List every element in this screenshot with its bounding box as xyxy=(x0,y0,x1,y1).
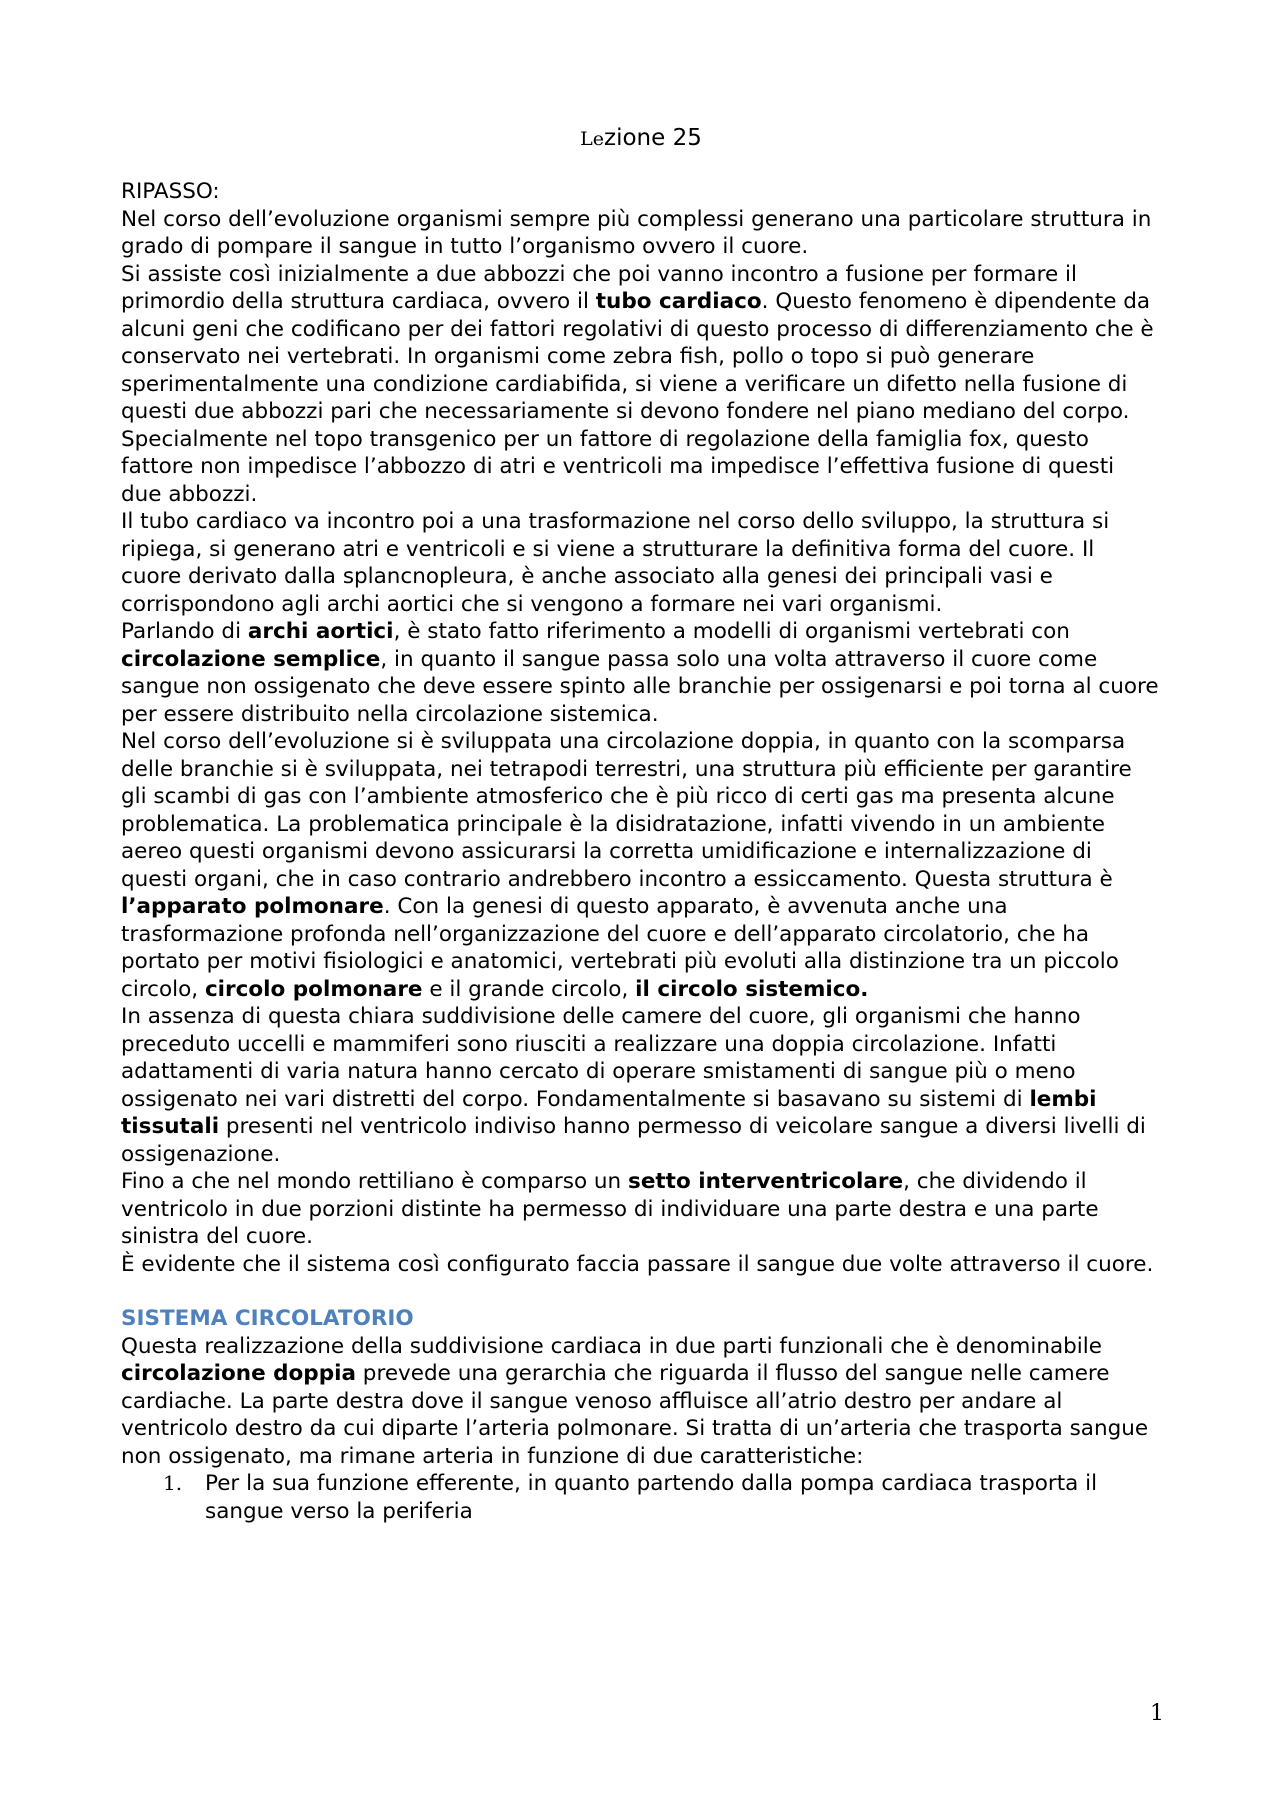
paragraph xyxy=(121,261,1161,509)
bold-term: lembi tissutali xyxy=(121,1086,1097,1139)
paragraph xyxy=(121,1333,1161,1471)
text-run: In assenza di questa chiara suddivisione delle camere del cuore, gli organismi che hanno preceduto uccelli e mammiferi sono riusciti a realizzare una doppia circolazione. Infatti adattamenti di varia natura hanno cercato di operare smistamenti di sangue più o meno ossigenato nei vari distretti del corpo. Fondamentalmente si basavano su sistemi di xyxy=(121,1004,1081,1112)
paragraph xyxy=(121,728,1161,1003)
text-run: Nel corso dell’evoluzione si è sviluppata una circolazione doppia, in quanto con la scomparsa delle branchie si è sviluppata, nei tetrapodi terrestri, una struttura più efficiente per garantire gli scambi di gas con l’ambiente atmosferico che è più ricco di certi gas ma presenta alcune problematica. La problematica principale è la disidratazione, infatti vivendo in un ambiente aereo questi organismi devono assicurarsi la corretta umidificazione e internalizzazione di questi organi, che in caso contrario andrebbero incontro a essiccamento. Questa struttura è xyxy=(121,729,1132,892)
bold-term: archi aortici xyxy=(247,619,394,644)
section-heading: SISTEMA CIRCOLATORIO xyxy=(121,1306,414,1331)
document-body xyxy=(121,178,1161,1525)
text-run: Fino a che nel mondo rettiliano è comparso un xyxy=(121,1169,629,1194)
title-rest: zione 25 xyxy=(604,125,702,151)
text-run: , che dividendo il ventricolo in due porzioni distinte ha permesso di individuare una parte destra e una parte sinistra del cuore. xyxy=(121,1169,1099,1249)
paragraph xyxy=(121,1003,1161,1168)
text-run: prevede una gerarchia che riguarda il flusso del sangue nelle camere cardiache. La parte destra dove il sangue venoso affluisce all’atrio destro per andare al ventricolo destro da cui diparte l’arteria polmonare. Si tratta di un’arteria che trasporta sangue non ossigenato, ma rimane arteria in funzione di due caratteristiche: xyxy=(121,1361,1149,1469)
text-run: presenti nel ventricolo indiviso hanno permesso di veicolare sangue a diversi livelli di ossigenazione. xyxy=(121,1114,1146,1167)
bold-term: setto interventricolare xyxy=(628,1169,904,1194)
bold-term: circolazione semplice xyxy=(121,646,381,672)
bold-term: tubo cardiaco xyxy=(595,289,762,314)
list-number: 1. xyxy=(163,1471,183,1495)
text-run: e il grande circolo, xyxy=(422,976,636,1002)
title-prefix: Le xyxy=(580,128,605,150)
text-run: , in quanto il sangue passa solo una volta attraverso il cuore come sangue non ossigenato che deve essere spinto alle branchie per ossigenarsi e poi torna al cuore per essere distribuito nella circolazione sistemica. xyxy=(121,646,1159,727)
paragraph: È evidente che il sistema così configurato faccia passare il sangue due volte attraverso il cuore. xyxy=(121,1251,1154,1277)
text-run: Parlando di xyxy=(121,619,248,644)
paragraph: Nel corso dell’evoluzione organismi sempre più complessi generano una particolare struttura in grado di pompare il sangue in tutto l’organismo ovvero il cuore. xyxy=(121,206,1152,259)
bold-term: il circolo sistemico. xyxy=(635,976,869,1002)
text-run: . Con la genesi di questo apparato, è avvenuta anche una trasformazione profonda nell’organizzazione del cuore e dell’apparato circolatorio, che ha portato per motivi fisiologici e anatomici, vertebrati più evoluti alla distinzione tra un piccolo circolo, xyxy=(121,894,1119,1002)
paragraph xyxy=(121,1168,1161,1251)
page-number: 1 xyxy=(1150,1701,1164,1726)
text-run: Si assiste così inizialmente a due abbozzi che poi vanno incontro a fusione per formare il primordio della struttura cardiaca, ovvero il xyxy=(121,261,1077,314)
paragraph: Il tubo cardiaco va incontro poi a una trasformazione nel corso dello sviluppo, la struttura si ripiega, si generano atri e ventricoli e si viene a strutturare la definitiva forma del cuore. Il cuore derivato dalla splancnopleura, è anche associato alla genesi dei principali vasi e corrispondono agli archi aortici che si vengono a formare nei vari organismi. xyxy=(121,509,1110,617)
page-title xyxy=(121,124,1161,153)
paragraph xyxy=(121,618,1161,728)
bold-term: circolo polmonare xyxy=(204,976,423,1002)
text-run: . Questo fenomeno è dipendente da alcuni geni che codificano per dei fattori regolativi di questo processo di differenziamento che è conservato nei vertebrati. In organismi come zebra fish, pollo o topo si può generare sperimentalmente una condizione cardiabifida, si viene a verificare un difetto nella fusione di questi due abbozzi pari che necessariamente si devono fondere nel piano mediano del corpo. Specialmente nel topo transgenico per un fattore di regolazione della famiglia fox, questo fattore non impedisce l’abbozzo di atri e ventricoli ma impedisce l’effettiva fusione di questi due abbozzi. xyxy=(121,289,1154,507)
text-run: , è stato fatto riferimento a modelli di organismi vertebrati con xyxy=(393,619,1070,644)
text-run: Questa realizzazione della suddivisione cardiaca in due parti funzionali che è denominabile xyxy=(121,1333,1102,1359)
list-item xyxy=(121,1470,1161,1525)
numbered-list xyxy=(121,1470,1161,1525)
bold-term: l’apparato polmonare xyxy=(121,894,384,919)
bold-term: circolazione doppia xyxy=(121,1361,356,1386)
paragraph-ripasso-label: RIPASSO: xyxy=(121,179,220,204)
list-item-text: Per la sua funzione efferente, in quanto partendo dalla pompa cardiaca trasporta il sangue verso la periferia xyxy=(205,1471,1098,1524)
